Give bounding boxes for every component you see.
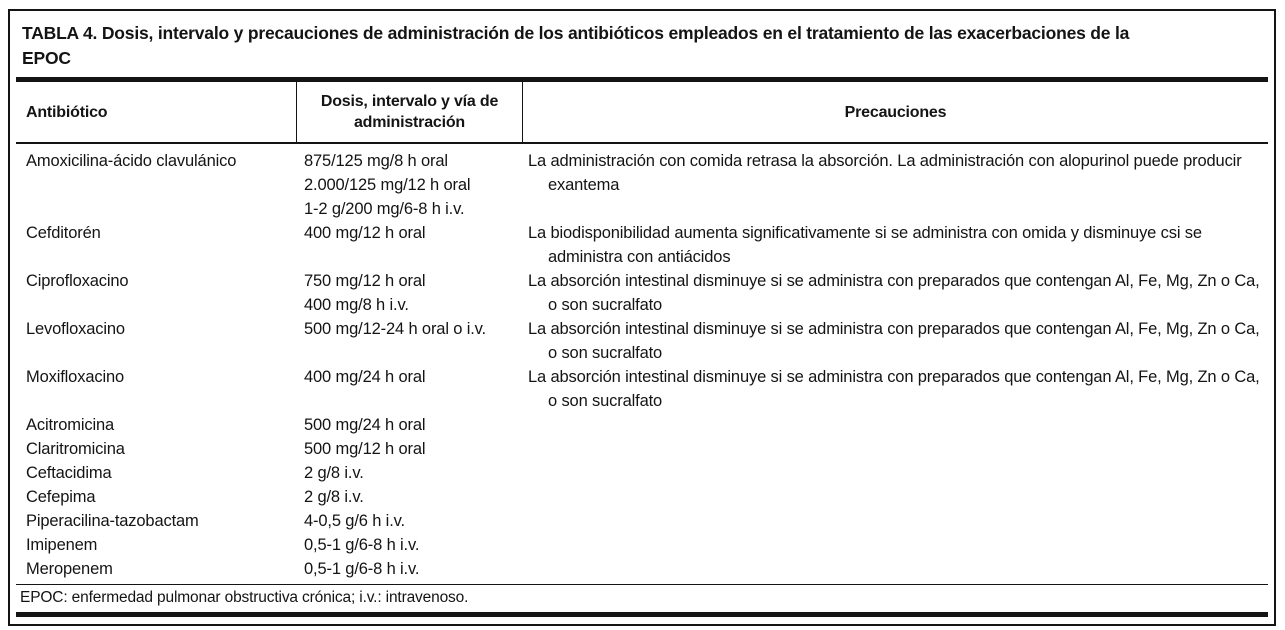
column-header-antibiotico: Antibiótico bbox=[26, 103, 108, 121]
table-row bbox=[16, 365, 1268, 413]
antibiotic-name: Claritromicina bbox=[26, 440, 125, 458]
table-row bbox=[16, 221, 1268, 269]
footnote: EPOC: enfermedad pulmonar obstructiva crónica; i.v.: intravenoso. bbox=[20, 589, 469, 606]
precautions-cell: La administración con comida retrasa la absorción. La administración con alopurinol puede producir exantema bbox=[528, 152, 1242, 194]
precautions-cell bbox=[523, 461, 1268, 485]
column-header-dosis-intervalo-via: Dosis, intervalo y vía de administración bbox=[296, 82, 523, 142]
dose-line: 500 mg/12-24 h oral o i.v. bbox=[304, 320, 486, 338]
precautions-cell bbox=[523, 485, 1268, 509]
table-title: TABLA 4. Dosis, intervalo y precauciones de administración de los antibióticos empleados en el tratamiento de las exacerbaciones de la EPOC bbox=[22, 23, 1130, 68]
dose-line: 875/125 mg/8 h oral bbox=[304, 152, 448, 170]
dose-line: 400 mg/12 h oral bbox=[304, 224, 426, 242]
column-header-precauciones: Precauciones bbox=[844, 103, 947, 121]
precautions-cell bbox=[523, 413, 1268, 437]
dose-cell bbox=[296, 557, 523, 581]
dose-line: 400 mg/8 h i.v. bbox=[304, 296, 409, 314]
dose-line: 500 mg/24 h oral bbox=[304, 416, 426, 434]
precautions-cell: La absorción intestinal disminuye si se administra con preparados que contengan Al, Fe, Mg, Zn o Ca, o son sucralfato bbox=[528, 272, 1260, 314]
header-row bbox=[16, 82, 1268, 144]
antibiotic-name: Meropenem bbox=[26, 560, 113, 578]
dose-cell bbox=[296, 485, 523, 509]
table-row bbox=[16, 437, 1268, 461]
table-row bbox=[16, 149, 1268, 221]
dose-line: 2 g/8 i.v. bbox=[304, 488, 364, 506]
antibiotic-name: Ciprofloxacino bbox=[26, 272, 129, 290]
dose-line: 2 g/8 i.v. bbox=[304, 464, 364, 482]
antibiotic-name: Ceftacidima bbox=[26, 464, 112, 482]
antibiotic-name: Piperacilina-tazobactam bbox=[26, 512, 199, 530]
table-row bbox=[16, 533, 1268, 557]
dose-line: 750 mg/12 h oral bbox=[304, 272, 426, 290]
table-row bbox=[16, 317, 1268, 365]
dose-line: 400 mg/24 h oral bbox=[304, 368, 426, 386]
table-row bbox=[16, 413, 1268, 437]
table-frame bbox=[8, 9, 1276, 626]
precautions-cell: La absorción intestinal disminuye si se administra con preparados que contengan Al, Fe, Mg, Zn o Ca, o son sucralfato bbox=[528, 320, 1260, 362]
dose-cell bbox=[296, 317, 523, 365]
table-row bbox=[16, 509, 1268, 533]
dose-cell bbox=[296, 365, 523, 413]
dose-cell bbox=[296, 509, 523, 533]
precautions-cell: La absorción intestinal disminuye si se administra con preparados que contengan Al, Fe, Mg, Zn o Ca, o son sucralfato bbox=[528, 368, 1260, 410]
antibiotic-name: Acitromicina bbox=[26, 416, 115, 434]
table-row bbox=[16, 269, 1268, 317]
dose-line: 0,5-1 g/6-8 h i.v. bbox=[304, 560, 420, 578]
precautions-cell bbox=[523, 509, 1268, 533]
bottom-heavy-rule bbox=[16, 612, 1268, 617]
table-row bbox=[16, 485, 1268, 509]
dose-cell bbox=[296, 533, 523, 557]
antibiotic-name: Moxifloxacino bbox=[26, 368, 125, 386]
antibiotic-name: Imipenem bbox=[26, 536, 98, 554]
dose-cell bbox=[296, 437, 523, 461]
dose-cell bbox=[296, 149, 523, 221]
antibiotic-name: Amoxicilina-ácido clavulánico bbox=[26, 152, 237, 170]
precautions-cell: La biodisponibilidad aumenta significativamente si se administra con omida y disminuye csi se administra con antiácidos bbox=[528, 224, 1202, 266]
dose-cell bbox=[296, 221, 523, 269]
table-row bbox=[16, 461, 1268, 485]
dose-line: 1-2 g/200 mg/6-8 h i.v. bbox=[304, 200, 465, 218]
antibiotic-name: Cefditorén bbox=[26, 224, 101, 242]
dose-line: 2.000/125 mg/12 h oral bbox=[304, 176, 471, 194]
precautions-cell bbox=[523, 437, 1268, 461]
dose-cell bbox=[296, 461, 523, 485]
table-row bbox=[16, 557, 1268, 581]
antibiotic-name: Cefepima bbox=[26, 488, 96, 506]
table-body bbox=[16, 144, 1268, 584]
dose-line: 0,5-1 g/6-8 h i.v. bbox=[304, 536, 420, 554]
dose-cell bbox=[296, 413, 523, 437]
precautions-cell bbox=[523, 557, 1268, 581]
dose-cell bbox=[296, 269, 523, 317]
precautions-cell bbox=[523, 533, 1268, 557]
dose-line: 4-0,5 g/6 h i.v. bbox=[304, 512, 405, 530]
antibiotic-name: Levofloxacino bbox=[26, 320, 125, 338]
dose-line: 500 mg/12 h oral bbox=[304, 440, 426, 458]
